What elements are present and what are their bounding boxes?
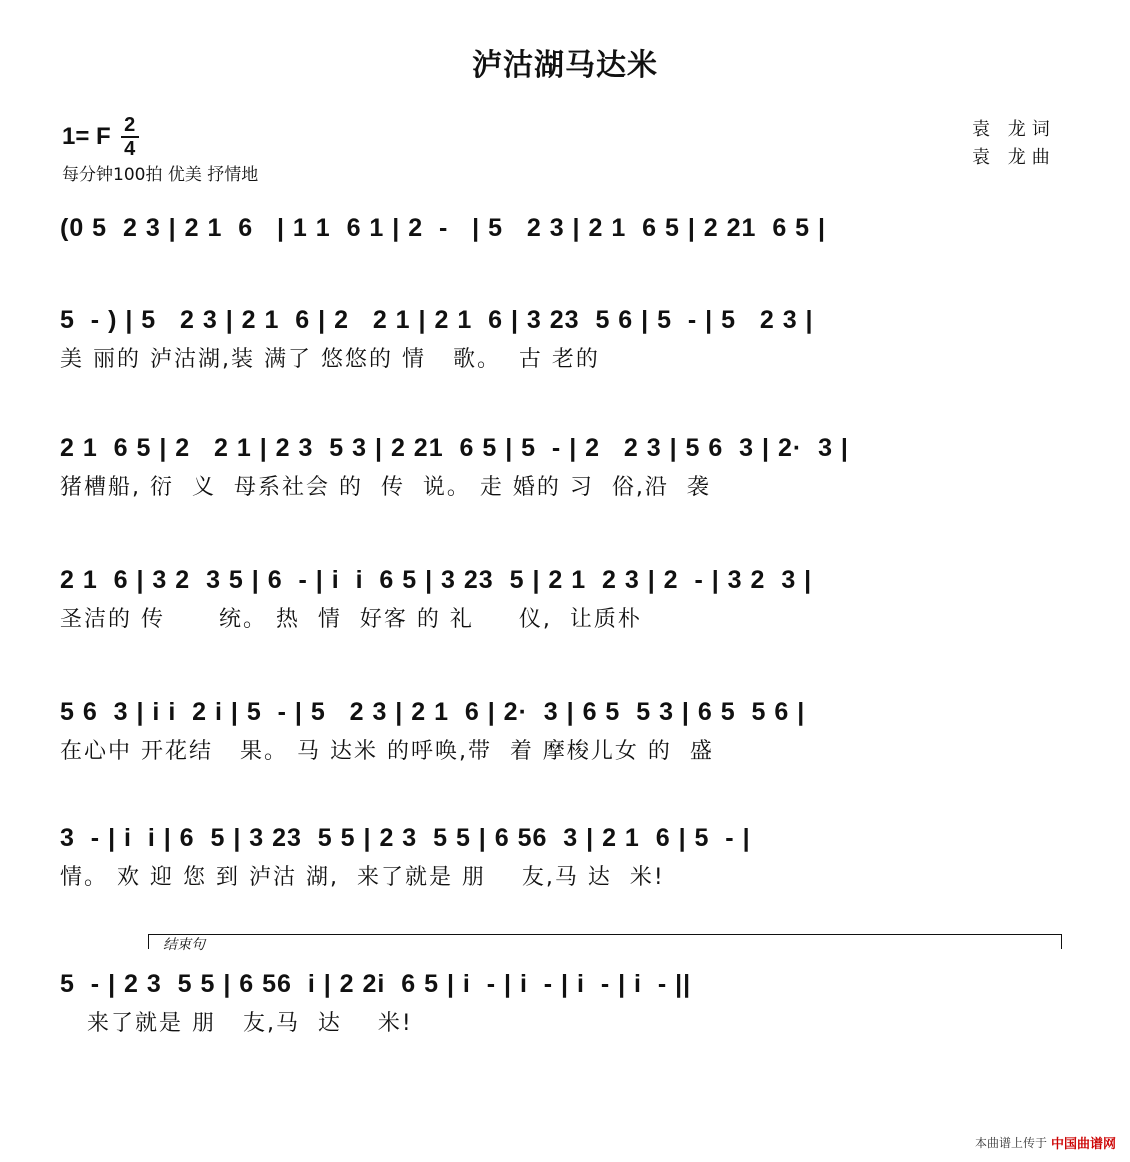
key-signature [62,115,139,159]
notes-line: 3 - | i i | 6 5 | 3 23 5 5 | 2 3 5 5 | 6 56 3 | 2 1 6 | 5 - | [60,823,751,852]
notes-line: 2 1 6 5 | 2 2 1 | 2 3 5 3 | 2 21 6 5 | 5 - | 2 2 3 | 5 6 3 | 2· 3 | [60,433,849,462]
notes-line: 5 - ) | 5 2 3 | 2 1 6 | 2 2 1 | 2 1 6 | 3 23 5 6 | 5 - | 5 2 3 | [60,305,814,334]
lyrics-line: 在心中 开花结 果。 马 达米 的呼唤,带 着 摩梭儿女 的 盛 [60,739,714,764]
ending-label: 结束句 [163,937,205,953]
lyrics-line: 情。 欢 迎 您 到 泸沽 湖, 来了就是 朋 友,马 达 米! [60,865,665,890]
score-system-6 [60,816,1070,894]
lyrics-line: 来了就是 朋 友,马 达 米! [60,1011,413,1036]
key-label: 1= F [62,123,111,150]
notes-line: (0 5 2 3 | 2 1 6 | 1 1 6 1 | 2 - | 5 2 3 | 2 1 6 5 | 2 21 6 5 | [60,213,827,242]
ending-bracket [148,934,1062,953]
song-title: 泸沽湖马达米 [472,48,658,83]
score-system-2 [60,298,1070,376]
lyrics-line: 猪槽船, 衍 义 母系社会 的 传 说。 走 婚的 习 俗,沿 袭 [60,475,711,500]
score-system-1 [60,206,1070,250]
footer [975,1133,1116,1152]
site-logo[interactable]: 中国曲谱网 [1050,1137,1116,1152]
notes-line: 2 1 6 | 3 2 3 5 | 6 - | i i 6 5 | 3 23 5 | 2 1 2 3 | 2 - | 3 2 3 | [60,565,813,594]
score-system-7 [60,962,1070,1040]
notes-line: 5 6 3 | i i 2 i | 5 - | 5 2 3 | 2 1 6 | 2· 3 | 6 5 5 3 | 6 5 5 6 | [60,697,806,726]
lyrics-line: 圣洁的 传 统。 热 情 好客 的 礼 仪, 让质朴 [60,607,642,632]
time-signature-top: 2 [124,114,136,136]
lyricist: 袁 龙词 [972,119,1056,140]
footer-text: 本曲谱上传于 [974,1136,1047,1150]
score-system-5 [60,690,1070,768]
notes-line: 5 - | 2 3 5 5 | 6 56 i | 2 2i 6 5 | i - | i - | i - | i - || [60,969,692,998]
credits [972,116,1056,172]
time-signature-bottom: 4 [124,138,136,160]
time-signature [121,115,139,159]
composer: 袁 龙曲 [972,147,1056,168]
score-system-3 [60,426,1070,504]
lyrics-line: 美 丽的 泸沽湖,装 满了 悠悠的 情 歌。 古 老的 [60,347,600,372]
score-system-4 [60,558,1070,636]
tempo-marking: 每分钟100拍 优美 抒情地 [62,165,259,185]
